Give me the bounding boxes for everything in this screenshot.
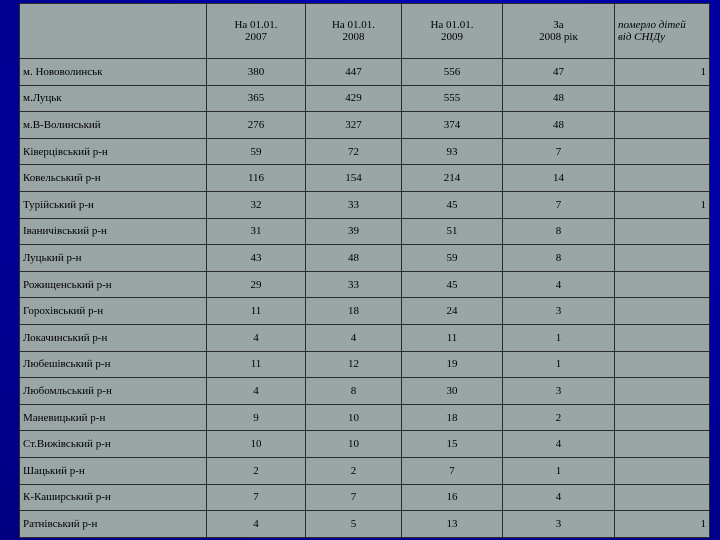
value-2009-cell: 16 <box>402 484 503 511</box>
value-2008-cell: 4 <box>306 324 402 351</box>
died-children-cell <box>615 218 710 245</box>
district-name-cell: Шацький р-н <box>20 457 207 484</box>
value-2008-cell: 39 <box>306 218 402 245</box>
died-children-cell: 1 <box>615 511 710 538</box>
value-2009-cell: 30 <box>402 378 503 405</box>
value-2008-cell: 12 <box>306 351 402 378</box>
value-2007-cell: 4 <box>207 378 306 405</box>
header-empty-cell <box>20 4 207 59</box>
value-2008-year-cell: 1 <box>503 324 615 351</box>
value-2007-cell: 116 <box>207 165 306 192</box>
table-row <box>20 191 710 218</box>
value-2009-cell: 15 <box>402 431 503 458</box>
value-2008-year-cell: 7 <box>503 138 615 165</box>
died-children-cell <box>615 431 710 458</box>
table-row <box>20 404 710 431</box>
district-name-cell: Ратнівський р-н <box>20 511 207 538</box>
value-2007-cell: 9 <box>207 404 306 431</box>
value-2007-cell: 4 <box>207 511 306 538</box>
value-2007-cell: 32 <box>207 191 306 218</box>
table-row <box>20 298 710 325</box>
header-died-line1: померло дітей <box>618 19 686 31</box>
value-2009-cell: 555 <box>402 85 503 112</box>
value-2007-cell: 31 <box>207 218 306 245</box>
value-2007-cell: 11 <box>207 298 306 325</box>
value-2008-cell: 48 <box>306 245 402 272</box>
value-2009-cell: 214 <box>402 165 503 192</box>
value-2008-year-cell: 8 <box>503 218 615 245</box>
died-children-cell: 1 <box>615 59 710 86</box>
district-name-cell: Ківерцівський р-н <box>20 138 207 165</box>
table-row <box>20 457 710 484</box>
died-children-cell <box>615 245 710 272</box>
value-2007-cell: 276 <box>207 112 306 139</box>
table-row <box>20 59 710 86</box>
value-2009-cell: 24 <box>402 298 503 325</box>
header-died-children <box>615 4 710 59</box>
value-2008-cell: 10 <box>306 404 402 431</box>
value-2008-year-cell: 7 <box>503 191 615 218</box>
value-2007-cell: 380 <box>207 59 306 86</box>
district-name-cell: Рожищенський р-н <box>20 271 207 298</box>
died-children-cell <box>615 165 710 192</box>
district-name-cell: Локачинський р-н <box>20 324 207 351</box>
value-2009-cell: 51 <box>402 218 503 245</box>
value-2009-cell: 11 <box>402 324 503 351</box>
died-children-cell <box>615 324 710 351</box>
header-2007-line2: 2007 <box>245 31 267 43</box>
table-row <box>20 165 710 192</box>
value-2008-cell: 327 <box>306 112 402 139</box>
value-2008-cell: 7 <box>306 484 402 511</box>
value-2009-cell: 374 <box>402 112 503 139</box>
value-2008-cell: 8 <box>306 378 402 405</box>
header-2008-line2: 2008 <box>342 31 365 43</box>
died-children-cell <box>615 271 710 298</box>
value-2009-cell: 59 <box>402 245 503 272</box>
header-2008-year-line2: 2008 рік <box>539 31 578 43</box>
value-2008-year-cell: 3 <box>503 511 615 538</box>
district-name-cell: Любомльський р-н <box>20 378 207 405</box>
district-name-cell: Горохівський р-н <box>20 298 207 325</box>
value-2008-cell: 429 <box>306 85 402 112</box>
died-children-cell <box>615 404 710 431</box>
value-2008-year-cell: 48 <box>503 112 615 139</box>
value-2007-cell: 365 <box>207 85 306 112</box>
header-row <box>20 4 710 59</box>
table-row <box>20 431 710 458</box>
value-2009-cell: 18 <box>402 404 503 431</box>
value-2007-cell: 29 <box>207 271 306 298</box>
district-name-cell: Ст.Вижівський р-н <box>20 431 207 458</box>
value-2008-cell: 72 <box>306 138 402 165</box>
table-row <box>20 351 710 378</box>
table-row <box>20 378 710 405</box>
died-children-cell <box>615 298 710 325</box>
value-2009-cell: 93 <box>402 138 503 165</box>
value-2007-cell: 43 <box>207 245 306 272</box>
table-row <box>20 324 710 351</box>
value-2007-cell: 11 <box>207 351 306 378</box>
header-2009-line1: На 01.01. <box>430 19 474 31</box>
died-children-cell <box>615 85 710 112</box>
value-2007-cell: 10 <box>207 431 306 458</box>
table-body <box>20 59 710 538</box>
value-2008-year-cell: 4 <box>503 271 615 298</box>
died-children-cell <box>615 138 710 165</box>
died-children-cell <box>615 484 710 511</box>
value-2008-year-cell: 14 <box>503 165 615 192</box>
value-2008-cell: 447 <box>306 59 402 86</box>
district-name-cell: Любешівський р-н <box>20 351 207 378</box>
district-name-cell: м. Нововолинськ <box>20 59 207 86</box>
value-2008-year-cell: 2 <box>503 404 615 431</box>
value-2008-year-cell: 48 <box>503 85 615 112</box>
district-name-cell: Турійський р-н <box>20 191 207 218</box>
table-row <box>20 484 710 511</box>
header-died-line2: від СНІДу <box>618 31 665 43</box>
value-2007-cell: 7 <box>207 484 306 511</box>
value-2008-year-cell: 8 <box>503 245 615 272</box>
value-2008-year-cell: 4 <box>503 484 615 511</box>
value-2009-cell: 19 <box>402 351 503 378</box>
value-2008-year-cell: 1 <box>503 457 615 484</box>
header-2008-line1: На 01.01. <box>331 19 376 31</box>
value-2008-cell: 5 <box>306 511 402 538</box>
value-2008-cell: 18 <box>306 298 402 325</box>
table-row <box>20 245 710 272</box>
died-children-cell <box>615 112 710 139</box>
value-2008-cell: 33 <box>306 191 402 218</box>
value-2008-year-cell: 3 <box>503 298 615 325</box>
table-row <box>20 271 710 298</box>
value-2009-cell: 13 <box>402 511 503 538</box>
value-2009-cell: 556 <box>402 59 503 86</box>
table-row <box>20 511 710 538</box>
district-name-cell: м.Луцьк <box>20 85 207 112</box>
table-row <box>20 218 710 245</box>
value-2009-cell: 45 <box>402 271 503 298</box>
hiv-statistics-table <box>19 3 710 538</box>
value-2009-cell: 45 <box>402 191 503 218</box>
table-row <box>20 138 710 165</box>
value-2007-cell: 59 <box>207 138 306 165</box>
header-2009-line2: 2009 <box>441 31 463 43</box>
value-2008-cell: 2 <box>306 457 402 484</box>
died-children-cell <box>615 457 710 484</box>
header-2008-year-line1: За <box>553 19 564 31</box>
header-2008 <box>306 4 402 59</box>
died-children-cell <box>615 351 710 378</box>
died-children-cell <box>615 378 710 405</box>
district-name-cell: Ковельський р-н <box>20 165 207 192</box>
district-name-cell: К-Каширський р-н <box>20 484 207 511</box>
died-children-cell: 1 <box>615 191 710 218</box>
value-2008-year-cell: 4 <box>503 431 615 458</box>
district-name-cell: м.В-Волинський <box>20 112 207 139</box>
value-2008-year-cell: 3 <box>503 378 615 405</box>
value-2009-cell: 7 <box>402 457 503 484</box>
table-row <box>20 112 710 139</box>
district-name-cell: Маневицький р-н <box>20 404 207 431</box>
value-2008-year-cell: 1 <box>503 351 615 378</box>
value-2008-year-cell: 47 <box>503 59 615 86</box>
value-2007-cell: 4 <box>207 324 306 351</box>
district-name-cell: Луцький р-н <box>20 245 207 272</box>
district-name-cell: Іваничівський р-н <box>20 218 207 245</box>
header-2007-line1: На 01.01. <box>234 19 278 31</box>
header-2009 <box>402 4 503 59</box>
value-2008-cell: 10 <box>306 431 402 458</box>
header-2008-year <box>503 4 615 59</box>
header-2007 <box>207 4 306 59</box>
value-2007-cell: 2 <box>207 457 306 484</box>
value-2008-cell: 154 <box>306 165 402 192</box>
table-row <box>20 85 710 112</box>
value-2008-cell: 33 <box>306 271 402 298</box>
